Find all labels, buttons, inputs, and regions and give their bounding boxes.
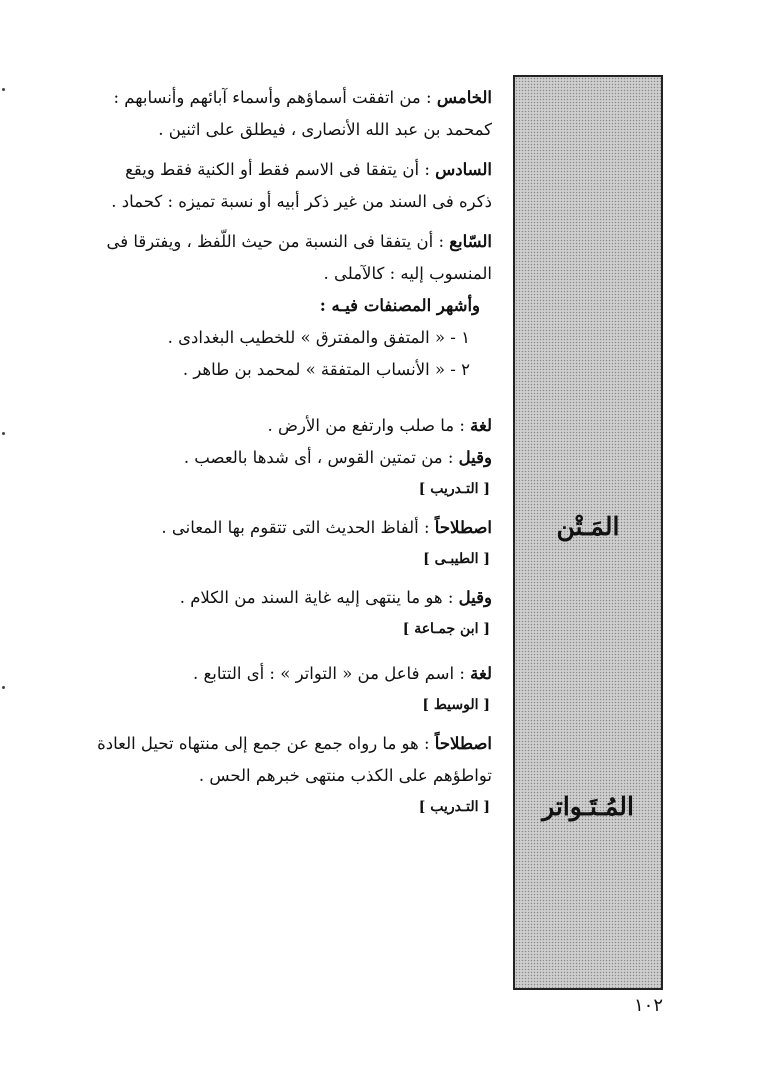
matn-qila2 <box>88 582 492 614</box>
books-heading: وأشهر المصنفات فيـه : <box>319 296 480 315</box>
sixth-text: : أن يتفقا فى الاسم فقط أو الكنية فقط ويقع ذكره فى السند من غير ذكر أبيه أو نسبة تميزه : كحماد . <box>111 160 492 211</box>
seventh-text: : أن يتفقا فى النسبة من حيث اللّفظ ، ويفترقا فى المنسوب إليه : كالآملى . <box>106 232 492 283</box>
margin-mark <box>2 88 5 91</box>
matn-istilah <box>88 512 492 544</box>
matn-istilah-label: اصطلاحاً <box>434 518 492 537</box>
matn-lugha-label: لغة <box>470 416 492 435</box>
fifth-label: الخامس <box>436 88 492 107</box>
matn-istilah-text: : ألفاظ الحديث التى تتقوم بها المعانى . <box>161 518 435 537</box>
term-sidebar <box>513 75 663 990</box>
matn-qila1-text: : من تمتين القوس ، أى شدها بالعصب . <box>183 448 459 467</box>
mutawatir-istilah-text: : هو ما رواه جمع عن جمع إلى منتهاه تحيل العادة تواطؤهم على الكذب منتهى خبرهم الحس . <box>97 734 492 785</box>
mutawatir-lugha-text: : اسم فاعل من « التواتر » : أى التتابع . <box>192 664 471 683</box>
matn-qila2-label: وقيل <box>458 588 492 607</box>
matn-lugha <box>88 410 492 442</box>
seventh-type <box>88 226 492 290</box>
fifth-text: : من اتفقت أسماؤهم وأسماء آبائهم وأنسابهم : كمحمد بن عبد الله الأنصارى ، فيطلق على اثنين . <box>113 88 492 139</box>
source-citation: [ الوسيط ] <box>422 697 490 713</box>
margin-mark <box>2 686 5 689</box>
source-citation: [ التـدريب ] <box>418 481 490 497</box>
sixth-label: السادس <box>435 160 492 179</box>
fifth-type <box>88 82 492 146</box>
page-number: ١٠٢ <box>633 995 663 1016</box>
matn-qila1-label: وقيل <box>458 448 492 467</box>
sidebar-term-mutawatir: المُـتَـواتر <box>542 792 634 821</box>
matn-lugha-text: : ما صلب وارتفع من الأرض . <box>267 416 471 435</box>
sixth-type <box>88 154 492 218</box>
matn-qila1 <box>88 442 492 474</box>
book-item: ٢ - « الأنساب المتفقة » لمحمد بن طاهر . <box>182 360 470 379</box>
margin-mark <box>2 432 5 435</box>
seventh-label: السّابع <box>449 232 492 251</box>
sidebar-term-matn: المَـتْن <box>556 512 620 541</box>
source-citation: [ التـدريب ] <box>418 799 490 815</box>
source-citation: [ الطيبـى ] <box>423 551 490 567</box>
matn-qila2-text: : هو ما ينتهى إليه غاية السند من الكلام . <box>179 588 459 607</box>
main-text <box>88 82 492 822</box>
book-item: ١ - « المتفق والمفترق » للخطيب البغدادى . <box>167 328 470 347</box>
source-citation: [ ابن جمـاعة ] <box>402 621 490 637</box>
mutawatir-lugha-label: لغة <box>470 664 492 683</box>
mutawatir-istilah <box>88 728 492 792</box>
mutawatir-istilah-label: اصطلاحاً <box>434 734 492 753</box>
mutawatir-lugha <box>88 658 492 690</box>
